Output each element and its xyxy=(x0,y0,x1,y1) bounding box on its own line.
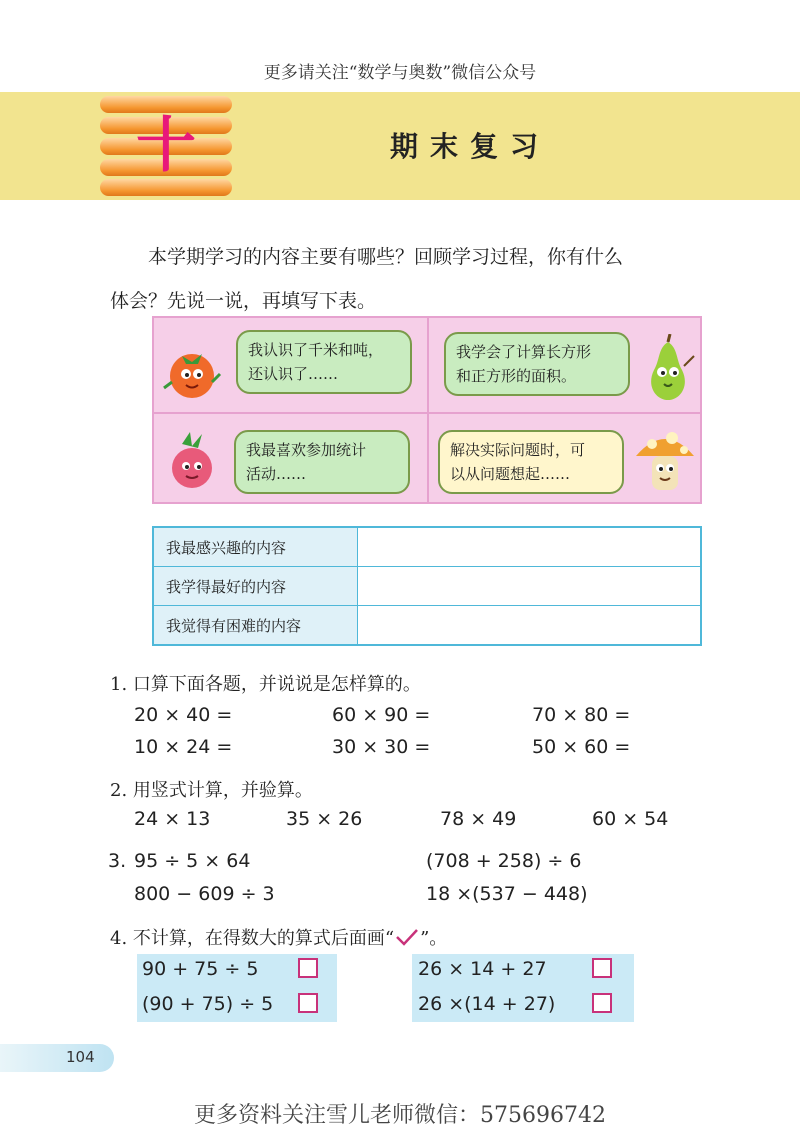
table-row xyxy=(153,527,701,567)
bubble-line: 我学会了计算长方形 xyxy=(456,343,592,361)
exercise-1-item: 70 × 80 = xyxy=(532,704,631,726)
page-number: 104 xyxy=(66,1048,95,1066)
exercise-4-heading-text: ”。 xyxy=(420,928,448,949)
exercise-2-item: 24 × 13 xyxy=(134,808,211,830)
exercise-2-item: 35 × 26 xyxy=(286,808,363,830)
exercise-2-item: 78 × 49 xyxy=(440,808,517,830)
table-row-label: 我学得最好的内容 xyxy=(153,567,358,606)
compare-expression: (90 + 75) ÷ 5 xyxy=(142,993,274,1015)
answer-box[interactable] xyxy=(298,993,318,1013)
exercise-1-item: 30 × 30 = xyxy=(332,736,431,758)
bubble-line: 我最喜欢参加统计 xyxy=(246,441,367,459)
exercise-3-item: 800 − 609 ÷ 3 xyxy=(134,883,275,905)
compare-expression: 26 ×(14 + 27) xyxy=(418,993,556,1015)
exercise-1-item: 10 × 24 = xyxy=(134,736,233,758)
pear-character-icon xyxy=(640,334,696,406)
exercise-3-item: (708 + 258) ÷ 6 xyxy=(426,850,582,872)
exercise-1-item: 50 × 60 = xyxy=(532,736,631,758)
bottom-note: 更多资料关注雪儿老师微信：575696742 xyxy=(194,1103,606,1128)
exercise-1-item: 60 × 90 = xyxy=(332,704,431,726)
exercise-3-item: 18 ×(537 − 448) xyxy=(426,883,588,905)
speech-bubble xyxy=(236,330,412,394)
bubble-line: 活动…… xyxy=(246,465,307,483)
table-row xyxy=(153,606,701,646)
compare-expression: 26 × 14 + 27 xyxy=(418,958,547,980)
compare-expression: 90 + 75 ÷ 5 xyxy=(142,958,259,980)
reflection-table xyxy=(152,526,702,646)
exercise-4-heading xyxy=(110,924,447,950)
exercise-2-heading: 2. 用竖式计算，并验算。 xyxy=(110,780,313,801)
board-divider xyxy=(154,412,700,414)
mushroom-character-icon xyxy=(632,422,698,500)
answer-box[interactable] xyxy=(592,958,612,978)
speech-bubble xyxy=(438,430,624,494)
speech-board xyxy=(152,316,702,504)
check-mark-icon xyxy=(394,927,420,947)
intro-line-1: 本学期学习的内容主要有哪些？回顾学习过程，你有什么 xyxy=(148,246,624,268)
bubble-line: 和正方形的面积。 xyxy=(456,367,577,385)
intro-line-2: 体会？先说一说，再填写下表。 xyxy=(110,290,377,312)
page-number-tab xyxy=(0,1044,114,1072)
bubble-line: 我认识了千米和吨， xyxy=(248,341,384,359)
speech-bubble xyxy=(234,430,410,494)
chapter-number-badge xyxy=(100,96,232,196)
chapter-title: 期末复习 xyxy=(390,130,551,163)
answer-box[interactable] xyxy=(298,958,318,978)
table-row-label: 我觉得有困难的内容 xyxy=(153,606,358,646)
answer-box[interactable] xyxy=(592,993,612,1013)
exercise-4-heading-text: 4. 不计算，在得数大的算式后面画“ xyxy=(110,928,395,949)
speech-bubble xyxy=(444,332,630,396)
exercise-2-item: 60 × 54 xyxy=(592,808,669,830)
table-row-label: 我最感兴趣的内容 xyxy=(153,527,358,567)
table-row-input[interactable] xyxy=(358,527,702,567)
table-row-input[interactable] xyxy=(358,567,702,606)
top-note: 更多请关注“数学与奥数”微信公众号 xyxy=(263,63,537,83)
bubble-line: 解决实际问题时，可 xyxy=(450,441,586,459)
board-divider xyxy=(427,318,429,502)
bubble-line: 还认识了…… xyxy=(248,365,339,383)
table-row-input[interactable] xyxy=(358,606,702,646)
exercise-3-number: 3. xyxy=(108,850,127,872)
table-row xyxy=(153,567,701,606)
bubble-line: 以从问题想起…… xyxy=(450,465,571,483)
exercise-1-heading: 1. 口算下面各题，并说说是怎样算的。 xyxy=(110,674,421,695)
radish-character-icon xyxy=(162,430,222,494)
exercise-1-item: 20 × 40 = xyxy=(134,704,233,726)
chapter-number: 十 xyxy=(136,111,196,181)
tomato-character-icon xyxy=(160,344,226,404)
exercise-3-item: 95 ÷ 5 × 64 xyxy=(134,850,251,872)
